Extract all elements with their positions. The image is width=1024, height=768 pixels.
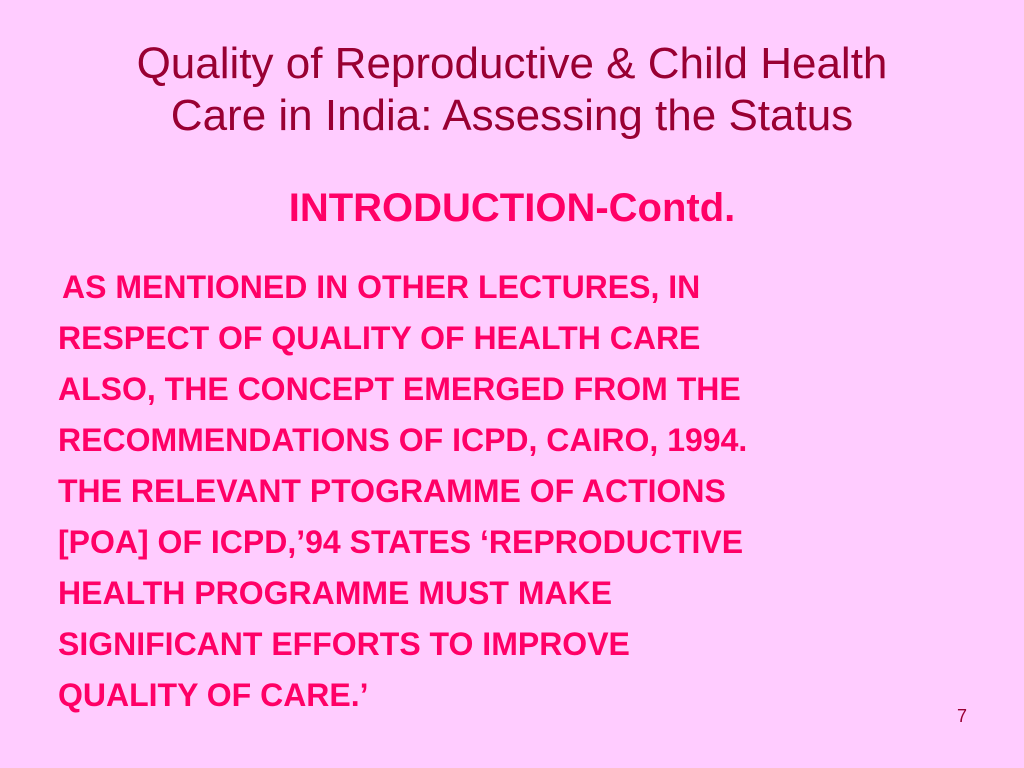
body-line-6: [POA] OF ICPD,’94 STATES ‘REPRODUCTIVE bbox=[58, 524, 744, 560]
body-line-9: QUALITY OF CARE.’ bbox=[58, 677, 369, 713]
body-line-8: SIGNIFICANT EFFORTS TO IMPROVE bbox=[58, 626, 630, 662]
slide-title bbox=[0, 38, 1024, 142]
slide-title-line-1: Quality of Reproductive & Child Health bbox=[136, 39, 888, 88]
slide-subtitle: INTRODUCTION-Contd. bbox=[288, 186, 736, 230]
body-line-7: HEALTH PROGRAMME MUST MAKE bbox=[58, 575, 613, 611]
slide-body bbox=[58, 262, 998, 721]
body-line-3: ALSO, THE CONCEPT EMERGED FROM THE bbox=[58, 371, 741, 407]
slide-title-line-2: Care in India: Assessing the Status bbox=[170, 90, 854, 140]
body-line-5: THE RELEVANT PTOGRAMME OF ACTIONS bbox=[58, 473, 726, 509]
body-line-4: RECOMMENDATIONS OF ICPD, CAIRO, 1994. bbox=[58, 422, 748, 458]
page-number: 7 bbox=[956, 706, 967, 726]
body-line-2: RESPECT OF QUALITY OF HEALTH CARE bbox=[58, 320, 701, 356]
body-line-1: AS MENTIONED IN OTHER LECTURES, IN bbox=[62, 269, 701, 305]
